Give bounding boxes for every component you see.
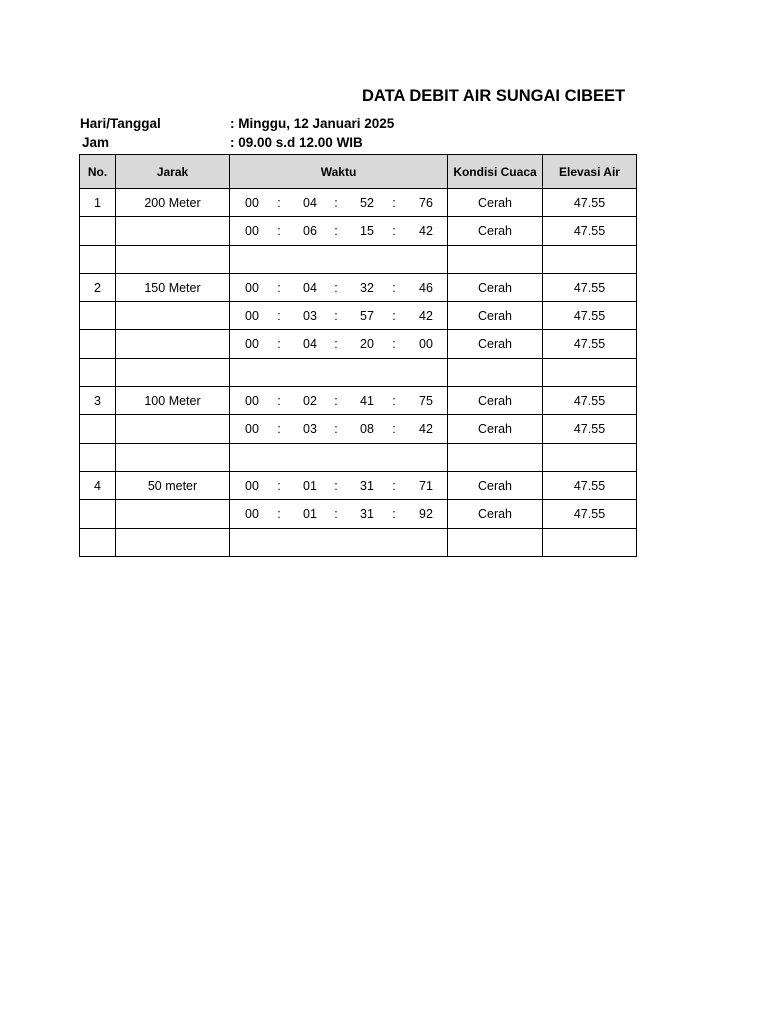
time-separator: :: [392, 422, 396, 437]
cell-kondisi-cuaca: [448, 528, 543, 556]
time-part: 06: [303, 223, 317, 238]
cell-jarak: [116, 415, 230, 443]
time-part: 00: [245, 337, 259, 352]
cell-kondisi-cuaca: Cerah: [448, 217, 543, 245]
cell-no: [80, 415, 116, 443]
time-part: 41: [360, 393, 374, 408]
time-part: 76: [419, 195, 433, 210]
cell-kondisi-cuaca: [448, 358, 543, 386]
time-part: 08: [360, 422, 374, 437]
cell-no: [80, 358, 116, 386]
cell-jarak: 150 Meter: [116, 273, 230, 301]
cell-no: 2: [80, 273, 116, 301]
time-separator: :: [277, 506, 281, 521]
cell-elevasi-air: [543, 245, 637, 273]
time-separator: :: [334, 280, 338, 295]
time-part: 42: [419, 422, 433, 437]
table-row: [80, 471, 637, 499]
cell-jarak: [116, 500, 230, 528]
waktu-values: [230, 500, 447, 527]
time-part: 04: [303, 195, 317, 210]
cell-jarak: [116, 245, 230, 273]
table-row: [80, 302, 637, 330]
cell-kondisi-cuaca: Cerah: [448, 330, 543, 358]
time-part: 00: [245, 223, 259, 238]
cell-kondisi-cuaca: Cerah: [448, 387, 543, 415]
time-separator: :: [392, 337, 396, 352]
time-separator: :: [277, 195, 281, 210]
time-part: 04: [303, 337, 317, 352]
waktu-values: [230, 246, 447, 273]
cell-waktu: [230, 387, 448, 415]
table-row: [80, 415, 637, 443]
time-part: 00: [245, 280, 259, 295]
cell-kondisi-cuaca: [448, 443, 543, 471]
header-no: No.: [80, 155, 116, 189]
cell-kondisi-cuaca: Cerah: [448, 189, 543, 217]
cell-jarak: [116, 217, 230, 245]
cell-kondisi-cuaca: Cerah: [448, 302, 543, 330]
cell-no: [80, 217, 116, 245]
time-separator: :: [334, 337, 338, 352]
waktu-values: [230, 472, 447, 499]
waktu-values: [230, 217, 447, 244]
cell-elevasi-air: [543, 528, 637, 556]
time-part: 01: [303, 506, 317, 521]
cell-waktu: [230, 415, 448, 443]
cell-waktu: [230, 358, 448, 386]
header-elevasi-air: Elevasi Air: [543, 155, 637, 189]
table-row: [80, 500, 637, 528]
cell-elevasi-air: 47.55: [543, 387, 637, 415]
table-row: [80, 443, 637, 471]
time-separator: :: [334, 393, 338, 408]
cell-elevasi-air: 47.55: [543, 273, 637, 301]
time-separator: :: [277, 280, 281, 295]
cell-elevasi-air: 47.55: [543, 500, 637, 528]
header-kondisi-cuaca: Kondisi Cuaca: [448, 155, 543, 189]
time-separator: :: [277, 393, 281, 408]
cell-elevasi-air: [543, 443, 637, 471]
time-part: 02: [303, 393, 317, 408]
cell-elevasi-air: [543, 358, 637, 386]
header-row: [80, 155, 637, 189]
cell-waktu: [230, 471, 448, 499]
time-part: 00: [419, 337, 433, 352]
time-separator: :: [334, 478, 338, 493]
cell-elevasi-air: 47.55: [543, 189, 637, 217]
time-part: 15: [360, 223, 374, 238]
cell-jarak: [116, 358, 230, 386]
time-part: 00: [245, 308, 259, 323]
table-row: [80, 528, 637, 556]
cell-waktu: [230, 302, 448, 330]
cell-elevasi-air: 47.55: [543, 471, 637, 499]
header-waktu: Waktu: [230, 155, 448, 189]
time-part: 03: [303, 422, 317, 437]
time-separator: :: [277, 337, 281, 352]
cell-jarak: 100 Meter: [116, 387, 230, 415]
time-part: 46: [419, 280, 433, 295]
cell-kondisi-cuaca: Cerah: [448, 415, 543, 443]
debit-table: [79, 154, 637, 557]
cell-elevasi-air: 47.55: [543, 330, 637, 358]
table-row: [80, 358, 637, 386]
time-separator: :: [392, 478, 396, 493]
time-separator: :: [392, 308, 396, 323]
time-separator: :: [392, 506, 396, 521]
cell-waktu: [230, 273, 448, 301]
cell-no: [80, 528, 116, 556]
cell-jarak: 50 meter: [116, 471, 230, 499]
cell-waktu: [230, 528, 448, 556]
header-jarak: Jarak: [116, 155, 230, 189]
time-part: 00: [245, 478, 259, 493]
time-part: 42: [419, 223, 433, 238]
time-label: Jam: [82, 135, 110, 150]
table-body: [80, 189, 637, 557]
waktu-values: [230, 415, 447, 442]
cell-no: [80, 500, 116, 528]
time-separator: :: [334, 195, 338, 210]
time-part: 92: [419, 506, 433, 521]
time-part: 42: [419, 308, 433, 323]
time-part: 32: [360, 280, 374, 295]
cell-no: 3: [80, 387, 116, 415]
cell-waktu: [230, 443, 448, 471]
cell-no: [80, 443, 116, 471]
time-part: 01: [303, 478, 317, 493]
time-separator: :: [334, 223, 338, 238]
cell-kondisi-cuaca: Cerah: [448, 273, 543, 301]
time-value: : 09.00 s.d 12.00 WIB: [230, 135, 363, 150]
cell-waktu: [230, 217, 448, 245]
cell-kondisi-cuaca: Cerah: [448, 500, 543, 528]
time-separator: :: [277, 422, 281, 437]
cell-waktu: [230, 500, 448, 528]
cell-waktu: [230, 189, 448, 217]
time-part: 03: [303, 308, 317, 323]
document-title: DATA DEBIT AIR SUNGAI CIBEET: [362, 87, 626, 105]
waktu-values: [230, 330, 447, 357]
table-row: [80, 387, 637, 415]
waktu-values: [230, 444, 447, 471]
time-separator: :: [392, 280, 396, 295]
table-row: [80, 189, 637, 217]
cell-kondisi-cuaca: Cerah: [448, 471, 543, 499]
time-part: 00: [245, 393, 259, 408]
time-part: 71: [419, 478, 433, 493]
time-separator: :: [334, 506, 338, 521]
cell-elevasi-air: 47.55: [543, 302, 637, 330]
date-label: Hari/Tanggal: [80, 116, 161, 131]
time-part: 00: [245, 195, 259, 210]
time-separator: :: [392, 223, 396, 238]
waktu-values: [230, 529, 447, 556]
date-value: : Minggu, 12 Januari 2025: [230, 116, 395, 131]
waktu-values: [230, 359, 447, 386]
cell-jarak: [116, 528, 230, 556]
cell-no: 1: [80, 189, 116, 217]
time-part: 00: [245, 422, 259, 437]
time-separator: :: [277, 478, 281, 493]
time-part: 04: [303, 280, 317, 295]
time-part: 57: [360, 308, 374, 323]
time-separator: :: [392, 393, 396, 408]
time-separator: :: [277, 223, 281, 238]
time-separator: :: [334, 308, 338, 323]
waktu-values: [230, 274, 447, 301]
time-separator: :: [392, 195, 396, 210]
table-row: [80, 245, 637, 273]
cell-no: [80, 302, 116, 330]
cell-jarak: [116, 330, 230, 358]
cell-elevasi-air: 47.55: [543, 217, 637, 245]
time-separator: :: [277, 308, 281, 323]
cell-jarak: 200 Meter: [116, 189, 230, 217]
table-row: [80, 217, 637, 245]
waktu-values: [230, 302, 447, 329]
cell-no: [80, 330, 116, 358]
cell-waktu: [230, 330, 448, 358]
time-part: 75: [419, 393, 433, 408]
cell-no: 4: [80, 471, 116, 499]
time-part: 00: [245, 506, 259, 521]
time-separator: :: [334, 422, 338, 437]
time-part: 31: [360, 478, 374, 493]
waktu-values: [230, 189, 447, 216]
table-row: [80, 330, 637, 358]
cell-waktu: [230, 245, 448, 273]
cell-elevasi-air: 47.55: [543, 415, 637, 443]
cell-no: [80, 245, 116, 273]
table-row: [80, 273, 637, 301]
cell-kondisi-cuaca: [448, 245, 543, 273]
cell-jarak: [116, 443, 230, 471]
time-part: 52: [360, 195, 374, 210]
time-part: 20: [360, 337, 374, 352]
cell-jarak: [116, 302, 230, 330]
waktu-values: [230, 387, 447, 414]
time-part: 31: [360, 506, 374, 521]
